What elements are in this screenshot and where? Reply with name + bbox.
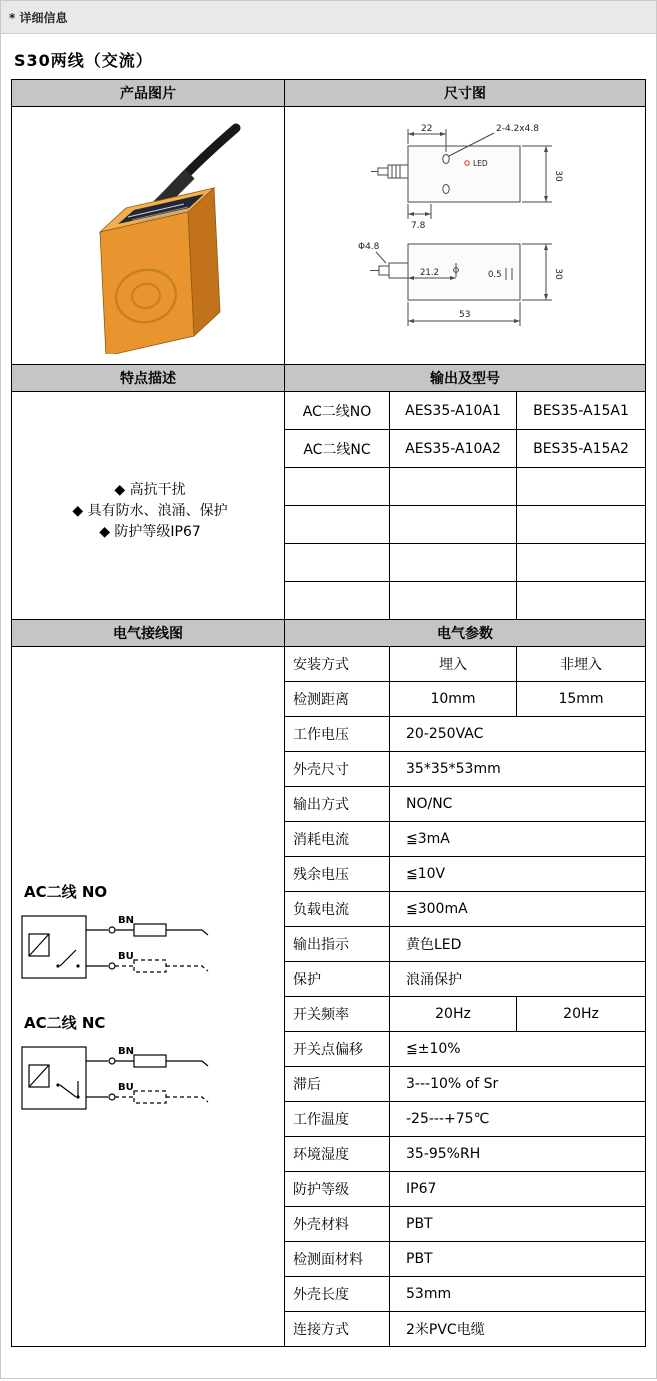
param-value: ≦300mA <box>390 892 646 927</box>
output-empty-cell <box>390 506 517 544</box>
wiring-nc-diagram <box>16 1035 266 1127</box>
param-label: 外壳尺寸 <box>285 752 390 787</box>
output-model-b: BES35-A15A2 <box>517 430 646 468</box>
feature-item: ◆ 防护等级IP67 <box>99 524 201 540</box>
output-empty-cell <box>285 544 390 582</box>
output-model-a: AES35-A10A1 <box>390 392 517 430</box>
param-label: 残余电压 <box>285 857 390 892</box>
features-cell <box>12 392 285 620</box>
dim-7-8-label: 7.8 <box>411 220 426 231</box>
dimension-drawing-cell <box>285 107 646 365</box>
param-value: 非埋入 <box>517 647 646 682</box>
output-model-a: AES35-A10A2 <box>390 430 517 468</box>
output-empty-cell <box>285 506 390 544</box>
output-empty-cell <box>517 506 646 544</box>
spec-table <box>11 79 646 1347</box>
param-label: 检测距离 <box>285 682 390 717</box>
dim-holes-label: 2-4.2x4.8 <box>496 123 539 134</box>
dim-22-label: 22 <box>421 123 433 134</box>
param-value: 15mm <box>517 682 646 717</box>
param-label: 工作电压 <box>285 717 390 752</box>
param-label: 连接方式 <box>285 1312 390 1347</box>
detail-info-label: * 详细信息 <box>9 11 68 25</box>
param-label: 工作温度 <box>285 1102 390 1137</box>
wiring-nc-title: AC二线 NC <box>24 1013 106 1032</box>
header-dimension: 尺寸图 <box>285 80 646 107</box>
param-value: ≦3mA <box>390 822 646 857</box>
wiring-diagram-cell <box>12 647 285 1347</box>
wire-bu-label: BU <box>118 1081 134 1093</box>
feature-item: ◆ 高抗干扰 <box>114 482 186 498</box>
product-image-cell <box>12 107 285 365</box>
dimension-drawing <box>300 118 630 350</box>
header-product-image: 产品图片 <box>12 80 285 107</box>
wiring-no-diagram <box>16 904 266 996</box>
wiring-no-title: AC二线 NO <box>24 882 108 901</box>
page-header-note <box>1 1 656 34</box>
output-model-b: BES35-A15A1 <box>517 392 646 430</box>
param-value: 10mm <box>390 682 517 717</box>
param-value: -25---+75℃ <box>390 1102 646 1137</box>
dim-30-top-label: 30 <box>553 169 563 182</box>
output-empty-cell <box>285 468 390 506</box>
param-value: 2米PVC电缆 <box>390 1312 646 1347</box>
param-label: 安装方式 <box>285 647 390 682</box>
param-value: 埋入 <box>390 647 517 682</box>
wire-bn-label: BN <box>118 1045 134 1057</box>
header-output-model: 输出及型号 <box>285 365 646 392</box>
param-value: ≦±10% <box>390 1032 646 1067</box>
output-type: AC二线NO <box>285 392 390 430</box>
header-features: 特点描述 <box>12 365 285 392</box>
param-value: 53mm <box>390 1277 646 1312</box>
param-label: 消耗电流 <box>285 822 390 857</box>
param-label: 负载电流 <box>285 892 390 927</box>
param-value: 20-250VAC <box>390 717 646 752</box>
output-empty-cell <box>285 582 390 620</box>
param-value: 20Hz <box>517 997 646 1032</box>
output-empty-cell <box>517 468 646 506</box>
param-label: 防护等级 <box>285 1172 390 1207</box>
param-value: 3---10% of Sr <box>390 1067 646 1102</box>
dim-21-2-label: 21.2 <box>420 267 439 278</box>
page-title: S30两线（交流） <box>14 51 153 70</box>
param-value: PBT <box>390 1207 646 1242</box>
param-label: 输出指示 <box>285 927 390 962</box>
dim-53-label: 53 <box>459 309 471 320</box>
param-label: 环境湿度 <box>285 1137 390 1172</box>
param-value: 浪涌保护 <box>390 962 646 997</box>
feature-item: ◆ 具有防水、浪涌、保护 <box>72 503 228 519</box>
param-label: 外壳长度 <box>285 1277 390 1312</box>
wire-bn-label: BN <box>118 914 134 926</box>
param-label: 保护 <box>285 962 390 997</box>
output-empty-cell <box>390 544 517 582</box>
output-empty-cell <box>390 582 517 620</box>
param-label: 开关频率 <box>285 997 390 1032</box>
param-label: 检测面材料 <box>285 1242 390 1277</box>
param-value: PBT <box>390 1242 646 1277</box>
output-empty-cell <box>517 582 646 620</box>
output-empty-cell <box>390 468 517 506</box>
dim-0-5-label: 0.5 <box>488 269 502 280</box>
header-wiring: 电气接线图 <box>12 620 285 647</box>
param-label: 开关点偏移 <box>285 1032 390 1067</box>
dim-led-label: LED <box>473 158 488 168</box>
param-label: 滞后 <box>285 1067 390 1102</box>
product-photo <box>38 114 258 354</box>
output-empty-cell <box>517 544 646 582</box>
param-value: NO/NC <box>390 787 646 822</box>
header-params: 电气参数 <box>285 620 646 647</box>
param-value: 35-95%RH <box>390 1137 646 1172</box>
output-type: AC二线NC <box>285 430 390 468</box>
param-value: 20Hz <box>390 997 517 1032</box>
param-label: 外壳材料 <box>285 1207 390 1242</box>
param-value: ≦10V <box>390 857 646 892</box>
wire-bu-label: BU <box>118 950 134 962</box>
param-value: 黄色LED <box>390 927 646 962</box>
content <box>1 34 656 1363</box>
param-value: 35*35*53mm <box>390 752 646 787</box>
param-value: IP67 <box>390 1172 646 1207</box>
param-label: 输出方式 <box>285 787 390 822</box>
dim-phi-label: Φ4.8 <box>358 241 380 252</box>
dim-30-bottom-label: 30 <box>553 267 563 280</box>
